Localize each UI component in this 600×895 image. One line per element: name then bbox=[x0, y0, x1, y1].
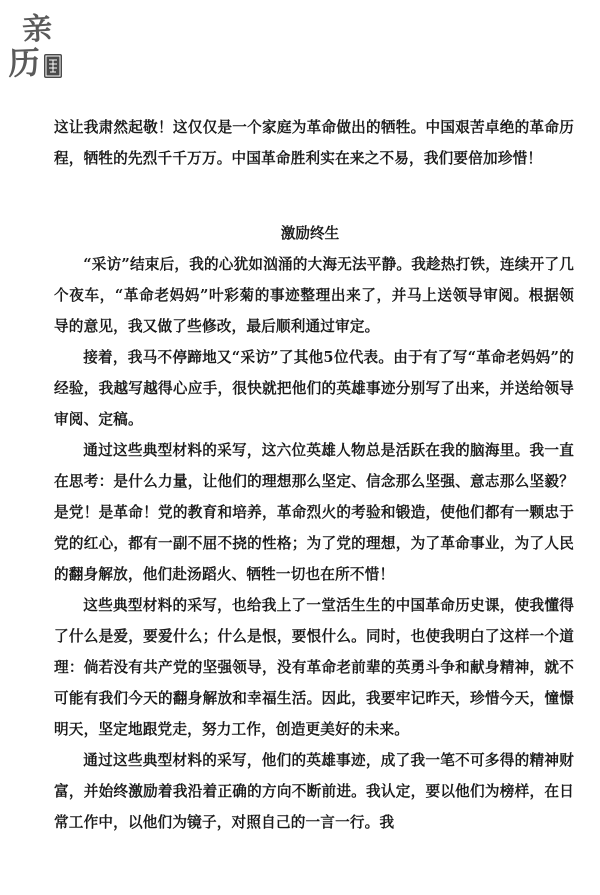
logo-char-li: 历 bbox=[7, 43, 41, 83]
header-logo bbox=[8, 4, 64, 84]
paragraph-closing: 这让我肃然起敬！这仅仅是一个家庭为革命做出的牺牲。中国艰苦卓绝的革命历程，牺牲的先烈千千万万。中国革命胜利实在来之不易，我们要倍加珍惜！ bbox=[54, 119, 574, 167]
paragraph-5: 通过这些典型材料的采写，他们的英雄事迹，成了我一笔不可多得的精神财富，并始终激励着我沿着正确的方向不断前进。我认定，要以他们为榜样，在日常工作中，以他们为镜子，对照自己的一言一行。我 bbox=[54, 752, 574, 831]
paragraph-1: “采访”结束后，我的心犹如汹涌的大海无法平静。我趁热打铁，连续开了几个夜车，“革命老妈妈”叶彩菊的事迹整理出来了，并马上送领导审阅。根据领导的意见，我又做了些修改，最后顺利通过审定。 bbox=[54, 256, 574, 335]
page-body bbox=[54, 112, 574, 838]
seal-stamp-icon bbox=[44, 54, 62, 78]
section-title: 激励终生 bbox=[280, 225, 340, 242]
paragraph-4: 这些典型材料的采写，也给我上了一堂活生生的中国革命历史课，使我懂得了什么是爱，要爱什么；什么是恨，要恨什么。同时，也使我明白了这样一个道理：倘若没有共产党的坚强领导，没有革命老前辈的英勇斗争和献身精神，就不可能有我们今天的翻身解放和幸福生活。因此，我要牢记昨天，珍惜今天，憧憬明天，坚定地跟党走，努力工作，创造更美好的未来。 bbox=[54, 597, 574, 738]
logo-char-qin: 亲 bbox=[21, 10, 54, 48]
paragraph-2: 接着，我马不停蹄地又“采访”了其他5位代表。由于有了写“革命老妈妈”的经验，我越写越得心应手，很快就把他们的英雄事迹分别写了出来，并送给领导审阅、定稿。 bbox=[54, 349, 574, 428]
section-spacer bbox=[54, 174, 574, 218]
paragraph-3: 通过这些典型材料的采写，这六位英雄人物总是活跃在我的脑海里。我一直在思考：是什么力量，让他们的理想那么坚定、信念那么坚强、意志那么坚毅？是党！是革命！党的教育和培养，革命烈火的考验和锻造，使他们都有一颗忠于党的红心，都有一副不屈不挠的性格；为了党的理想，为了革命事业，为了人民的翻身解放，他们赴汤蹈火、牺牲一切也在所不惜！ bbox=[54, 442, 574, 583]
